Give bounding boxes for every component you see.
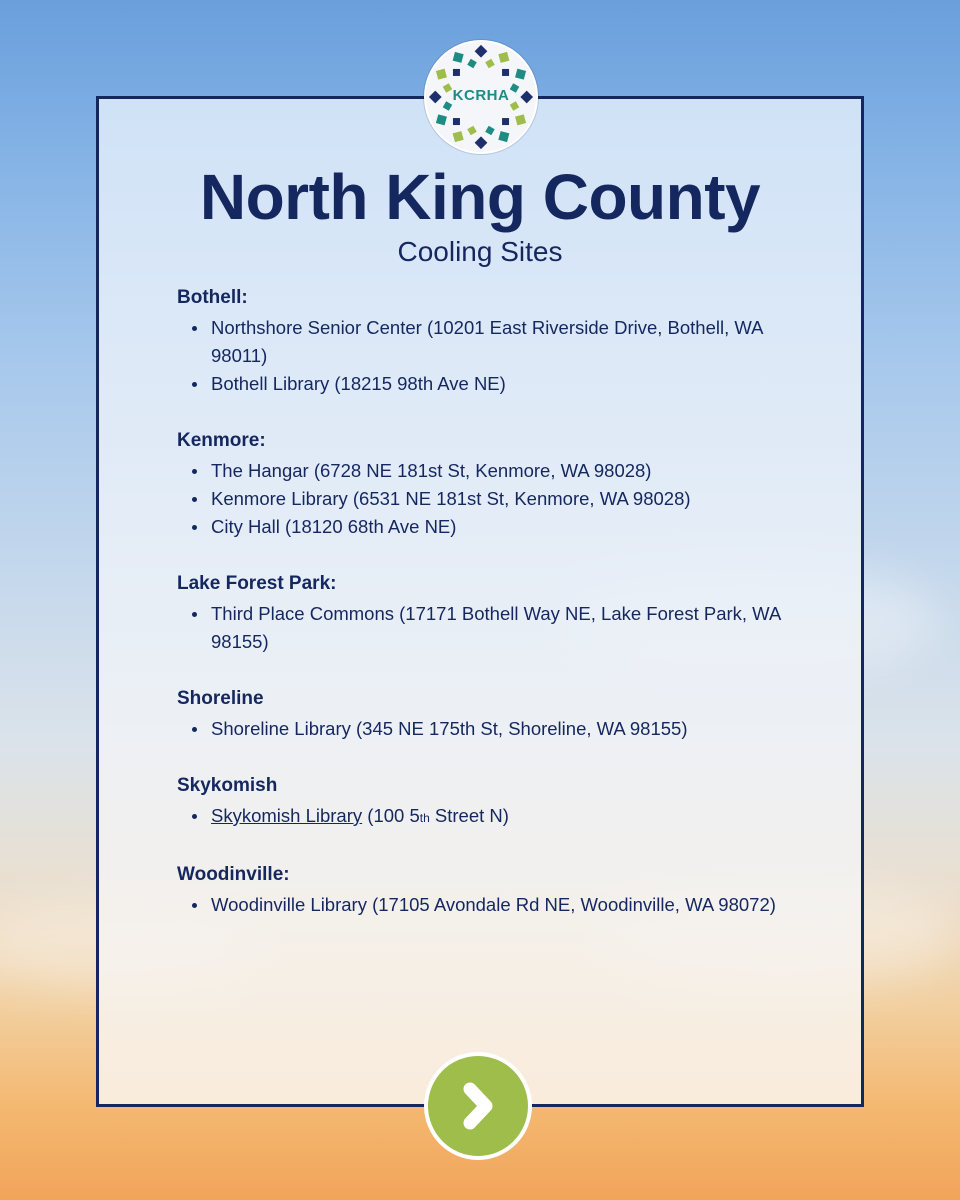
section-bothell bbox=[177, 286, 817, 398]
kcrha-logo bbox=[424, 40, 538, 154]
site-item: Northshore Senior Center (10201 East Riverside Drive, Bothell, WA 98011) bbox=[177, 314, 817, 370]
city-heading: Kenmore: bbox=[177, 430, 266, 451]
site-item: Woodinville Library (17105 Avondale Rd NE, Woodinville, WA 98072) bbox=[177, 891, 817, 919]
section-woodinville bbox=[177, 863, 817, 919]
chevron-right-icon bbox=[428, 1056, 528, 1156]
site-item: Kenmore Library (6531 NE 181st St, Kenmore, WA 98028) bbox=[177, 485, 817, 513]
site-list bbox=[177, 600, 817, 656]
site-item bbox=[177, 802, 817, 832]
site-item: Shoreline Library (345 NE 175th St, Shoreline, WA 98155) bbox=[177, 715, 817, 743]
city-heading: Skykomish bbox=[177, 775, 278, 796]
site-list bbox=[177, 802, 817, 832]
section-shoreline bbox=[177, 687, 817, 743]
page-title: North King County bbox=[199, 161, 761, 233]
section-lake-forest-park bbox=[177, 572, 817, 656]
cooling-sites-list bbox=[177, 286, 817, 950]
site-address-end: Street N) bbox=[429, 805, 509, 826]
ordinal-suffix: th bbox=[419, 811, 430, 825]
site-list bbox=[177, 715, 817, 743]
next-button[interactable] bbox=[424, 1052, 532, 1160]
logo-text: KCRHA bbox=[452, 87, 510, 104]
city-heading: Lake Forest Park: bbox=[177, 573, 337, 594]
city-heading: Woodinville: bbox=[177, 864, 290, 885]
section-skykomish bbox=[177, 774, 817, 832]
site-list bbox=[177, 314, 817, 398]
city-heading: Bothell: bbox=[177, 287, 248, 308]
site-item: The Hangar (6728 NE 181st St, Kenmore, WA 98028) bbox=[177, 457, 817, 485]
page-subtitle: Cooling Sites bbox=[397, 236, 563, 267]
site-list bbox=[177, 457, 817, 541]
site-item: Third Place Commons (17171 Bothell Way NE, Lake Forest Park, WA 98155) bbox=[177, 600, 817, 656]
site-list bbox=[177, 891, 817, 919]
site-item: City Hall (18120 68th Ave NE) bbox=[177, 513, 817, 541]
next-button-fill[interactable] bbox=[428, 1056, 528, 1156]
city-heading: Shoreline bbox=[177, 688, 264, 709]
site-address: (100 5 bbox=[362, 805, 420, 826]
section-kenmore bbox=[177, 429, 817, 541]
skykomish-library-link[interactable]: Skykomish Library bbox=[211, 805, 363, 826]
site-item: Bothell Library (18215 98th Ave NE) bbox=[177, 370, 817, 398]
